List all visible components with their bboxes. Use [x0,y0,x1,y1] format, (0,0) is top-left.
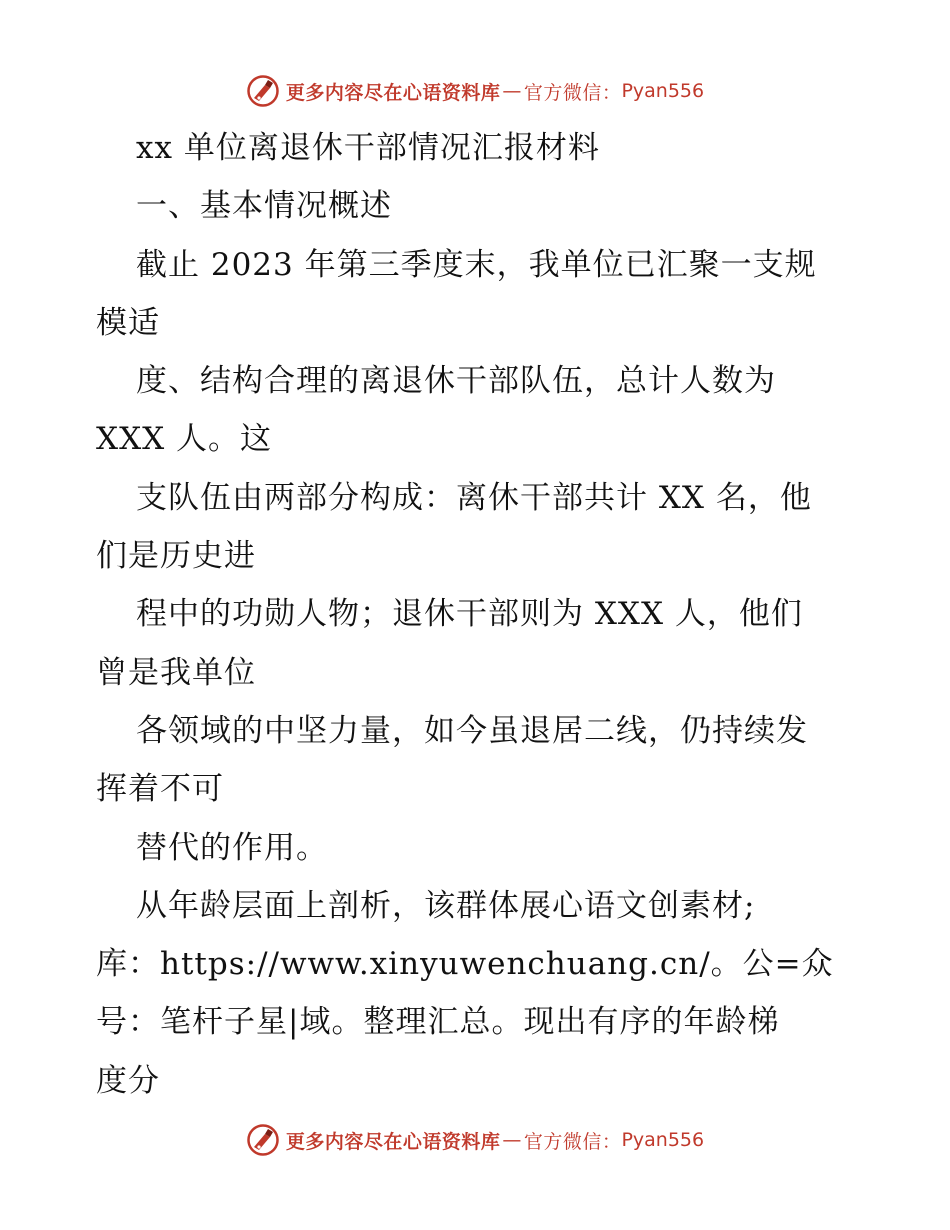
paragraph-line: 库：https://www.xinyuwenchuang.cn/。公=众 [96,946,834,983]
banner-wechat-id: Pyan556 [621,80,705,102]
banner-wechat-label: 官方微信： [523,1130,622,1153]
paragraph-line: 各领域的中坚力量，如今虽退居二线，仍持续发 [136,712,808,749]
paragraph-line: 号：笔杆子星|域。整理汇总。现出有序的年龄梯 [96,1004,780,1041]
paragraph-line: 替代的作用。 [136,829,328,866]
banner-wechat-label: 官方微信： [523,81,622,104]
document-title: xx 单位离退休干部情况汇报材料 [136,130,600,166]
header-banner [0,71,950,111]
paragraph-line: 截止 2023 年第三季度末，我单位已汇聚一支规 [136,246,817,283]
banner-wechat-id: Pyan556 [621,1129,705,1151]
section-heading: 一、基本情况概述 [136,188,392,225]
paragraph-line: 程中的功勋人物；退休干部则为 XXX 人，他们 [136,596,803,633]
paragraph-line: 支队伍由两部分构成：离休干部共计 XX 名，他 [136,479,812,516]
paragraph-line: 从年龄层面上剖析，该群体展心语文创素材; [136,887,756,924]
banner-main-text: 更多内容尽在心语资料库 [285,1130,501,1153]
paragraph-line: 挥着不可 [96,771,224,808]
paragraph-line: 们是历史进 [96,538,256,575]
document-body [96,119,856,1110]
pen-nib-logo-icon [246,74,280,108]
paragraph-line: XXX 人。这 [96,421,273,458]
paragraph-line: 曾是我单位 [96,654,256,691]
paragraph-line: 度、结构合理的离退休干部队伍，总计人数为 [136,363,776,400]
banner-main-text: 更多内容尽在心语资料库 [285,81,501,104]
paragraph-line: 度分 [96,1062,160,1099]
banner-dash: — [502,1129,522,1151]
footer-banner [0,1120,950,1160]
paragraph-line: 模适 [96,304,160,341]
banner-dash: — [502,80,522,102]
pen-nib-logo-icon [246,1123,280,1157]
